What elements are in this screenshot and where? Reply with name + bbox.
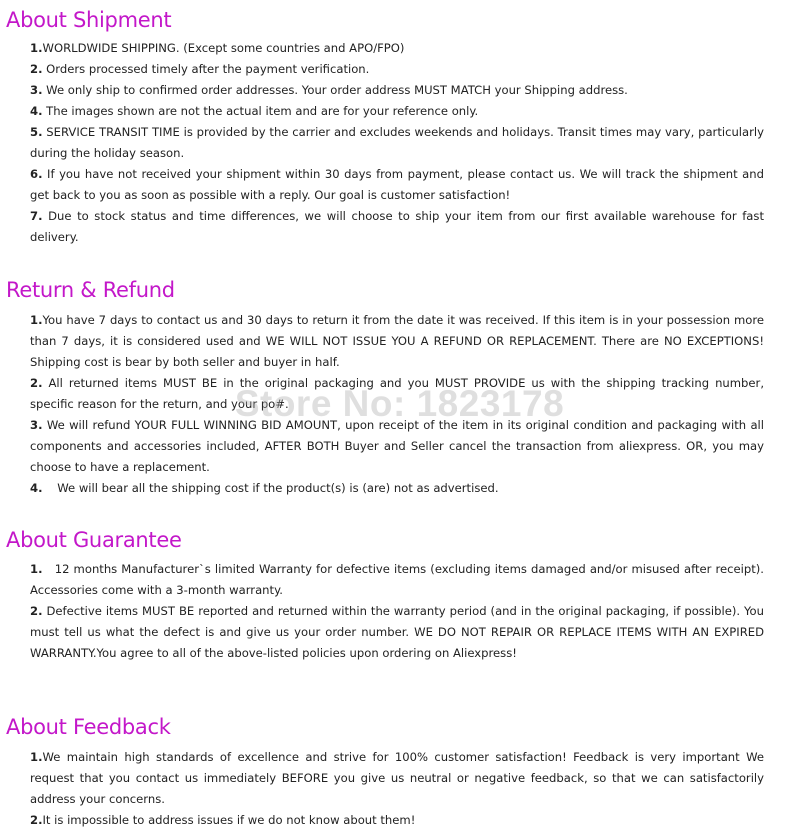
list-item: 2. All returned items MUST BE in the original packaging and you MUST PROVIDE us with the shipping tracking number, specific reason for the return, and your po#.	[30, 376, 768, 411]
item-list	[30, 747, 768, 831]
list-item: 2. Defective items MUST BE reported and returned within the warranty period (and in the original packaging, if possible). You must tell us what the defect is and give us your order number. WE DO NOT REPAIR OR REPLACE ITEMS WITH AN EXPIRED WARRANTY.You agree to all of the above-listed policies upon ordering on Aliexpress!	[30, 604, 768, 660]
item-list	[30, 559, 768, 664]
list-item: 1.WORLDWIDE SHIPPING. (Except some countries and APO/FPO)	[30, 41, 405, 55]
list-item: 4. The images shown are not the actual item and are for your reference only.	[30, 104, 479, 118]
list-item: 4. We will bear all the shipping cost if the product(s) is (are) not as advertised.	[30, 481, 499, 495]
list-item: 7. Due to stock status and time differences, we will choose to ship your item from our first available warehouse for fast delivery.	[30, 209, 768, 244]
list-item: 3. We only ship to confirmed order addresses. Your order address MUST MATCH your Shipping address.	[30, 83, 628, 97]
list-item: 1.You have 7 days to contact us and 30 days to return it from the date it was received. If this item is in your possession more than 7 days, it is considered used and WE WILL NOT ISSUE YOU A REFUND OR REPLACEMENT. There are NO EXCEPTIONS! Shipping cost is bear by both seller and buyer in half.	[30, 313, 768, 369]
section-title: About Shipment	[6, 8, 172, 32]
list-item: 1.We maintain high standards of excellence and strive for 100% customer satisfaction! Feedback is very important We request that you contact us immediately BEFORE you give us neutral or negative feedback, so that we can satisfactorily address your concerns.	[30, 750, 768, 806]
item-list	[30, 310, 768, 499]
store-watermark: Store No: 1823178	[234, 383, 565, 424]
list-item: 2. Orders processed timely after the payment verification.	[30, 62, 370, 76]
section-about-feedback	[0, 714, 799, 827]
section-title: Return & Refund	[6, 278, 175, 302]
section-about-guarantee	[0, 527, 799, 660]
list-item: 1. 12 months Manufacturer`s limited Warranty for defective items (excluding items damaged and/or misused after receipt). Accessories come with a 3-month warranty.	[30, 562, 768, 597]
section-title: About Feedback	[6, 715, 171, 739]
section-title: About Guarantee	[6, 528, 182, 552]
list-item: 5. SERVICE TRANSIT TIME is provided by the carrier and excludes weekends and holidays. Transit times may vary, particularly during the holiday season.	[30, 125, 768, 160]
list-item: 3. We will refund YOUR FULL WINNING BID AMOUNT, upon receipt of the item in its original condition and packaging with all components and accessories included, AFTER BOTH Buyer and Seller cancel the transaction from aliexpress. OR, you may choose to have a replacement.	[30, 418, 768, 474]
section-about-shipment	[0, 7, 799, 244]
list-item: 2.It is impossible to address issues if we do not know about them!	[30, 813, 416, 827]
list-item: 6. If you have not received your shipment within 30 days from payment, please contact us. We will track the shipment and get back to you as soon as possible with a reply. Our goal is customer satisfaction!	[30, 167, 768, 202]
item-list	[30, 38, 768, 248]
